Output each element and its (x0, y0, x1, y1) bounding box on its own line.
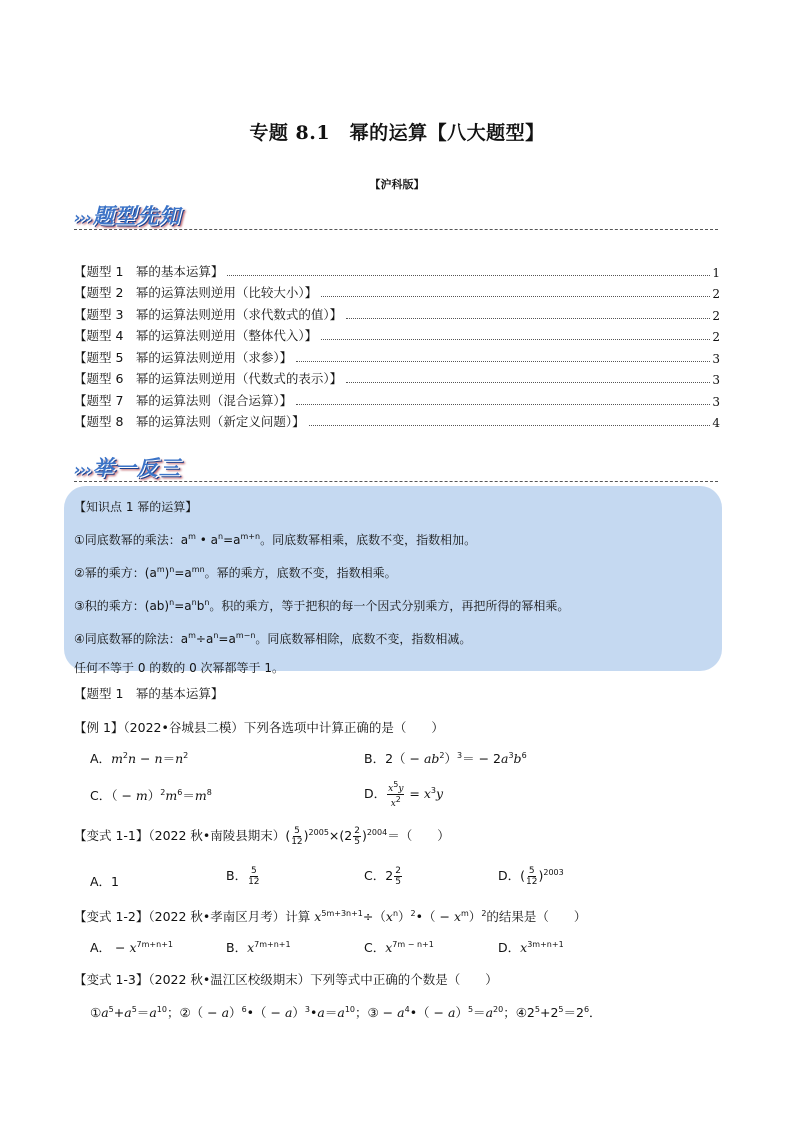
knowledge-heading: 【知识点 1 幂的运算】 (74, 500, 198, 514)
toc-item[interactable] (74, 387, 720, 409)
toc-item[interactable] (74, 323, 720, 345)
toc-item-page: 1 (712, 265, 720, 280)
banner-arrows-icon: ››› (74, 208, 91, 227)
variant-1-3-stem: 【变式 1-3】（2022 秋•温江区校级期末）下列等式中正确的个数是（ ） (74, 972, 498, 987)
banner-practice-text: 举一反三 (92, 456, 181, 480)
rule-product: ①同底数幂的乘法：$a^m$ • $a^n=a^{m+n}$。同底数幂相乘，底数不变，指数相加。 (74, 532, 477, 547)
toc-item-label: 【题型 1 幂的基本运算】 (74, 263, 224, 279)
toc-item-page: 3 (712, 373, 720, 387)
toc-item-page: 2 (712, 308, 720, 323)
section-heading: 【题型 1 幂的基本运算】 (74, 686, 224, 701)
variant-1-2-option-b[interactable]: B．$x^{7m+n+1}$ (226, 939, 291, 955)
toc-item[interactable] (74, 409, 720, 431)
example-1-option-a[interactable]: A．$m^2n - n=n^2$ (90, 750, 189, 766)
example-1-stem: 【例 1】（2022•谷城县二模）下列各选项中计算正确的是（ ） (74, 720, 444, 735)
variant-1-1-option-c[interactable]: C．2 $\frac{2}{5}$ (364, 866, 401, 887)
variant-1-1-option-b[interactable]: B． $\frac{5}{12}$ (226, 866, 260, 887)
toc-item-page: 2 (712, 330, 720, 344)
divider-preview (74, 229, 718, 230)
banner-practice (74, 452, 181, 482)
example-1-option-d[interactable]: D． $\frac{x^5y}{x^2}$ = $x^3y$ (364, 780, 444, 809)
example-1-option-b[interactable]: B．$2( - ab^2)^3= - 2a^3b^6$ (364, 750, 527, 766)
toc-item-label: 【题型 6 幂的运算法则逆用（代数式的表示）】 (74, 371, 343, 386)
toc-item-label: 【题型 2 幂的运算法则逆用（比较大小）】 (74, 285, 318, 300)
toc-item-label: 【题型 7 幂的运算法则（混合运算）】 (74, 392, 293, 408)
variant-1-1-stem: 【变式 1-1】（2022 秋•南陵县期末）( $\frac{5}{12}$ )$^{2005}$×(2 $\frac{2}{5}$ )$^{2004}$＝（ ） (74, 826, 450, 847)
variant-1-2-option-d[interactable]: D．$x^{3m+n+1}$ (498, 939, 564, 955)
toc-item[interactable] (74, 344, 720, 366)
variant-1-2-option-c[interactable]: C．$x^{7m - n+1}$ (364, 939, 434, 955)
rule-product-power: ③积的乘方：$(ab)^n=a^nb^n$。积的乘方，等于把积的每一个因式分别乘方，再把所得的幂相乘。 (74, 598, 570, 613)
toc-item-label: 【题型 4 幂的运算法则逆用（整体代入）】 (74, 328, 318, 343)
table-of-contents (74, 258, 720, 430)
edition-label: 【沪科版】 (369, 178, 425, 191)
toc-item-page: 3 (712, 394, 720, 409)
toc-item[interactable] (74, 258, 720, 280)
banner-preview-text: 题型先知 (92, 204, 181, 228)
toc-item-label: 【题型 3 幂的运算法则逆用（求代数式的值）】 (74, 306, 343, 322)
knowledge-box (64, 486, 722, 675)
variant-1-2-option-a[interactable]: A． − $x^{7m+n+1}$ (90, 939, 173, 955)
banner-arrows-icon: ››› (74, 460, 91, 479)
toc-item-page: 2 (712, 287, 720, 301)
toc-item[interactable] (74, 280, 720, 302)
toc-item-page: 4 (712, 416, 720, 430)
example-1-option-c[interactable]: C．（ − $m)^2m^6=m^8$ (90, 787, 212, 803)
variant-1-1-option-a[interactable]: A．1 (90, 874, 120, 889)
toc-item-label: 【题型 8 幂的运算法则（新定义问题）】 (74, 414, 305, 429)
toc-item[interactable] (74, 301, 720, 323)
toc-item[interactable] (74, 366, 720, 388)
rule-division: ④同底数幂的除法：$a^m\div a^n=a^{m-n}$。同底数幂相除，底数不变，指数相减。 (74, 631, 472, 646)
toc-item-label: 【题型 5 幂的运算法则逆用（求参）】 (74, 349, 293, 365)
toc-item-page: 3 (712, 351, 720, 366)
document-title: 专题 8.1 幂的运算【八大题型】 (249, 122, 545, 144)
variant-1-2-stem: 【变式 1-2】（2022 秋•孝南区月考）计算 $x^{5m+3n+1}\div(x^n)^2•( - x^m)^2$的结果是（ ） (74, 908, 587, 924)
divider-practice (74, 481, 718, 482)
variant-1-3-equations: $①a^5+a^5=a^{10}$；②（ − a）$^6$•（ − $a)^3•a=a^{10}$；③ − $a^4•( - a)^5=a^{20}$；$④2^5+2^5=2^6$． (90, 1004, 602, 1020)
variant-1-1-option-d[interactable]: D．( $\frac{5}{12}$ )$^{2003}$ (498, 866, 564, 887)
rule-power: ②幂的乘方：$(a^m)^n=a^{mn}$。幂的乘方，底数不变，指数相乘。 (74, 565, 397, 580)
banner-preview (74, 200, 181, 230)
rule-zero-power: 任何不等于 0 的数的 0 次幂都等于 1。 (74, 661, 284, 675)
